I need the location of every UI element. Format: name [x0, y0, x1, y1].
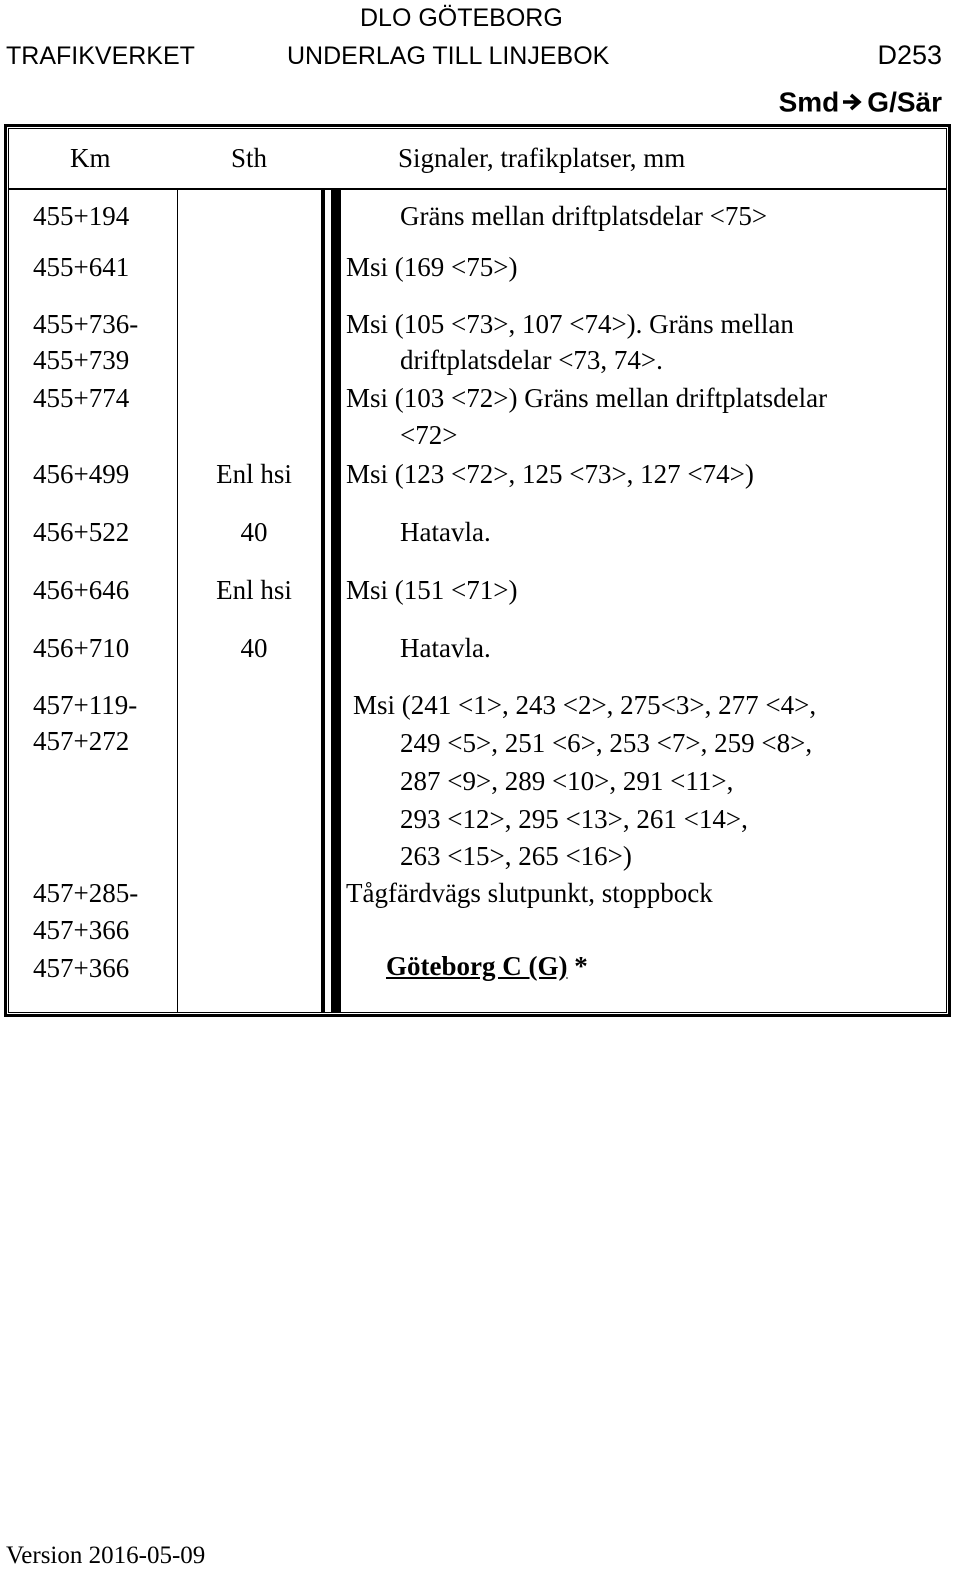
table-row-km: 455+641 — [33, 252, 130, 282]
table-row-km: 457+272 — [33, 726, 130, 756]
table-row-km: 455+736- — [33, 309, 139, 339]
route-from: Smd — [778, 86, 840, 118]
table-row-km: 457+366 — [33, 953, 130, 983]
table-row-km: 457+285- — [33, 878, 139, 908]
table-row-km: 455+739 — [33, 345, 130, 375]
station-name — [386, 953, 588, 980]
table-row-speed: 40 — [240, 517, 268, 547]
table-row-km: 457+119- — [33, 690, 138, 720]
organization-name: TRAFIKVERKET — [6, 42, 195, 70]
column-header-sth: Sth — [231, 143, 268, 173]
table-row-signal: Msi (103 <72>) Gräns mellan driftplatsdelar — [346, 383, 828, 413]
station-asterisk: * — [574, 951, 588, 981]
table-row-km: 456+646 — [33, 575, 130, 605]
column-header-km: Km — [70, 143, 111, 173]
table-row-signal: Hatavla. — [400, 517, 491, 547]
table-row-signal: 263 <15>, 265 <16>) — [400, 841, 632, 871]
table-row-km: 457+366 — [33, 915, 130, 945]
table-row-signal: Hatavla. — [400, 633, 491, 663]
table-row-signal: Msi (105 <73>, 107 <74>). Gräns mellan — [346, 309, 794, 339]
table-row-km: 455+774 — [33, 383, 130, 413]
table-row-km: 455+194 — [33, 201, 130, 231]
table-row-km: 456+499 — [33, 459, 130, 489]
table-row-speed: Enl hsi — [216, 575, 292, 605]
document-code: D253 — [877, 40, 942, 70]
table-row-signal: Msi (169 <75>) — [346, 252, 518, 282]
table-row-signal: <72> — [400, 420, 458, 450]
table-row-signal: Tågfärdvägs slutpunkt, stoppbock — [346, 878, 713, 908]
table-row-km: 456+710 — [33, 633, 130, 663]
document-title: UNDERLAG TILL LINJEBOK — [287, 42, 610, 70]
table-row-signal: Msi (241 <1>, 243 <2>, 275<3>, 277 <4>, — [353, 690, 817, 720]
table-row-signal: Msi (123 <72>, 125 <73>, 127 <74>) — [346, 459, 754, 489]
track-line-right — [331, 189, 341, 1013]
route-to: G/Sär — [867, 86, 942, 118]
arrow-right-icon — [843, 88, 863, 116]
table-row-km: 456+522 — [33, 517, 130, 547]
table-row-signal: driftplatsdelar <73, 74>. — [400, 345, 663, 375]
route-label — [779, 88, 942, 120]
table-row-speed: Enl hsi — [216, 459, 292, 489]
table-row-signal: 287 <9>, 289 <10>, 291 <11>, — [400, 766, 734, 796]
header-divider — [8, 188, 947, 190]
table-row-signal: 293 <12>, 295 <13>, 261 <14>, — [400, 804, 748, 834]
column-header-signals: Signaler, trafikplatser, mm — [398, 143, 686, 173]
version-label: Version 2016-05-09 — [6, 1542, 206, 1569]
station-name-text: Göteborg C (G) — [386, 951, 568, 981]
region-title: DLO GÖTEBORG — [360, 4, 563, 32]
table-row-signal: Gräns mellan driftplatsdelar <75> — [400, 201, 768, 231]
table-row-signal: Msi (151 <71>) — [346, 575, 518, 605]
table-row-speed: 40 — [240, 633, 268, 663]
table-row-signal: 249 <5>, 251 <6>, 253 <7>, 259 <8>, — [400, 728, 813, 758]
